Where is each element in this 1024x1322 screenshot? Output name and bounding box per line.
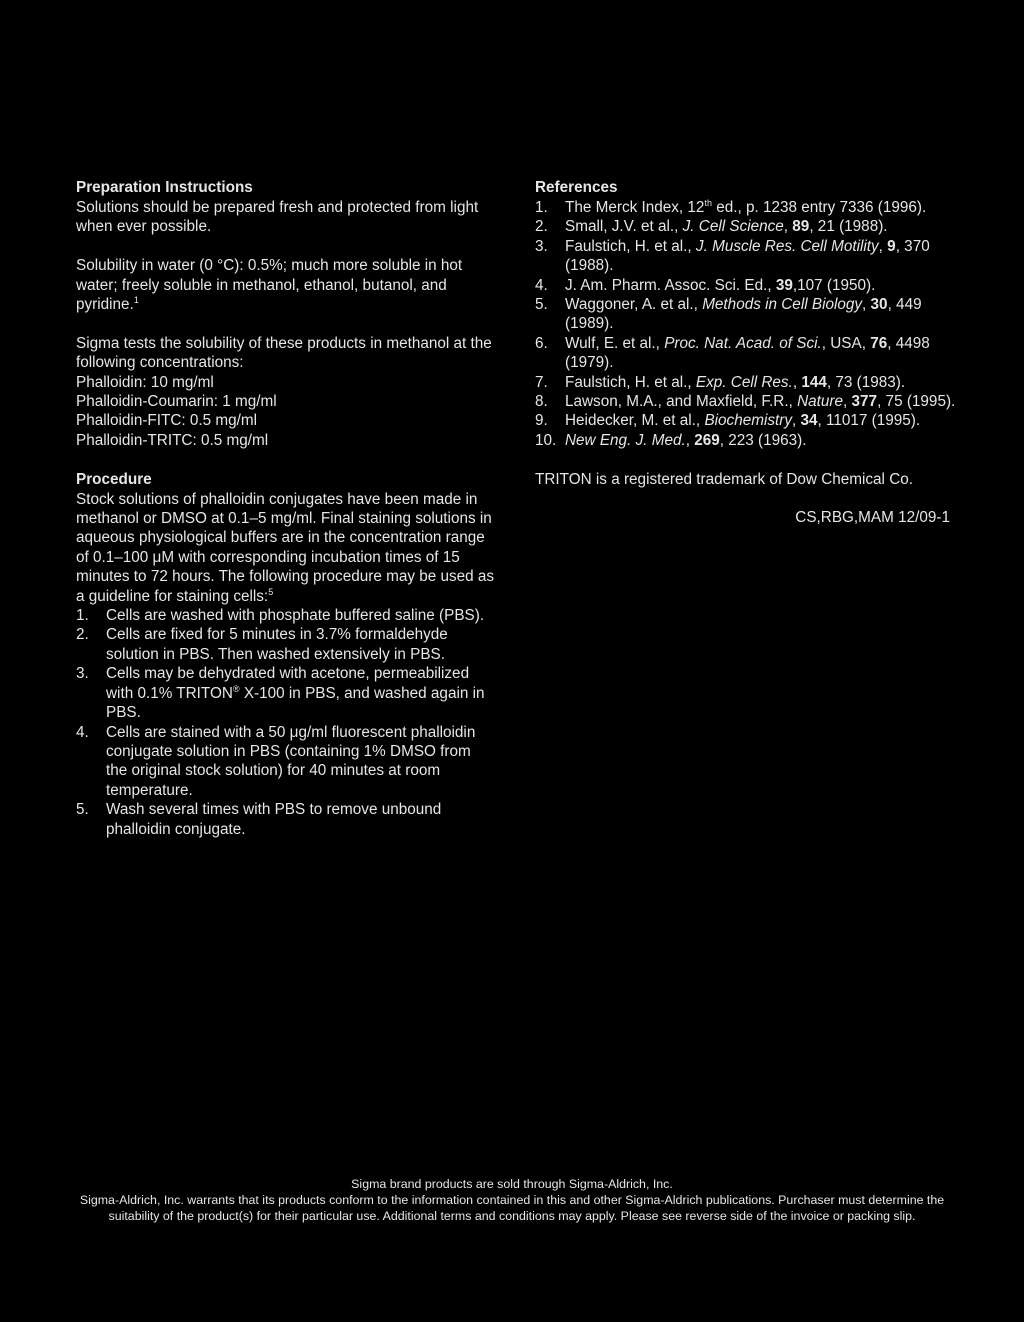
reference-item (535, 276, 965, 295)
ref-number: 1. (535, 199, 548, 216)
ref-pre: The Merck Index, 12 (565, 199, 705, 216)
document-code: CS,RBG,MAM 12/09-1 (795, 509, 950, 527)
step-number: 1. (76, 607, 89, 625)
step-text-a: Wash several times with PBS to remove unbound phalloidin conjugate. (106, 801, 442, 838)
methanol-paragraph: Sigma tests the solubility of these products in methanol at the following concentrations: (76, 334, 492, 372)
reference-item (535, 373, 965, 392)
ref-sup: th (704, 197, 712, 208)
step-text (106, 606, 496, 625)
procedure-step (76, 664, 496, 722)
procedure-step (76, 723, 496, 801)
step-text (106, 723, 496, 801)
ref-journal: New Eng. J. Med. (565, 431, 686, 449)
footer-line-1: Sigma brand products are sold through Sigma-Aldrich, Inc. (351, 1177, 673, 1191)
prep-paragraph-1: Solutions should be prepared fresh and protected from light when ever possible. (76, 199, 479, 236)
registered-mark: ® (232, 683, 240, 694)
reference-item (535, 295, 965, 334)
ref-pre: Faulstich, H. et al., (565, 373, 696, 391)
reference-item (535, 431, 965, 450)
step-text-a: Cells may be dehydrated with acetone, permeabilized with 0.1% TRITON (106, 665, 470, 702)
ref-text: New Eng. J. Med., 269, 223 (1963). (565, 431, 807, 449)
ref-text: Wulf, E. et al., Proc. Nat. Acad. of Sci., USA, 76, 4498 (1979). (565, 334, 930, 372)
ref-number: 10. (535, 431, 557, 449)
ref-text: Faulstich, H. et al., Exp. Cell Res., 144, 73 (1983). (565, 373, 906, 391)
ref-text: Heidecker, M. et al., Biochemistry, 34, 11017 (1995). (565, 412, 921, 430)
ref-rest: , 11017 (1995). (817, 412, 921, 430)
ref-text (565, 276, 965, 295)
ref-pre: Wulf, E. et al., (565, 334, 665, 352)
procedure-step (76, 606, 496, 625)
ref-number: 6. (535, 334, 548, 352)
ref-volume: 30 (870, 296, 888, 314)
ref-journal: Nature (797, 393, 844, 411)
reference-item (535, 237, 965, 276)
procedure-intro (76, 490, 496, 606)
ref-mid: , USA (821, 334, 862, 352)
references-heading: References (535, 179, 618, 196)
ref-number: 3. (535, 237, 548, 255)
ref-volume: 39 (775, 276, 793, 294)
footer-line-2: Sigma-Aldrich, Inc. warrants that its products conform to the information contained in this and other Sigma-Aldrich publications. Purchaser must determine the suitability of the product(s) for their particular use. Additional terms and conditions may apply. Please see reverse side of the invoice or packing slip. (79, 1193, 945, 1223)
ref-volume: 89 (792, 218, 810, 236)
ref-journal: Biochemistry (704, 412, 792, 430)
ref-rest: ,107 (1950). (792, 276, 876, 294)
ref-number: 2. (535, 218, 548, 236)
reference-item (535, 217, 965, 236)
ref-text: Small, J.V. et al., J. Cell Science, 89, 21 (1988). (565, 218, 888, 236)
procedure-heading: Procedure (76, 470, 152, 488)
step-text-a: Cells are washed with phosphate buffered saline (PBS). (106, 607, 485, 625)
ref-volume: 9 (887, 237, 896, 255)
ref-pre: Lawson, M.A., and Maxfield, F.R., (565, 393, 798, 411)
trademark-notice: TRITON is a registered trademark of Dow Chemical Co. (535, 470, 914, 488)
ref-journal: J. Cell Science (682, 218, 784, 236)
ref-rest: , 449 (1989). (565, 296, 922, 333)
ref-rest: , 75 (1995). (877, 393, 956, 411)
legal-footer (60, 1176, 964, 1224)
conc-line: Phalloidin-Coumarin: 1 mg/ml (76, 393, 277, 411)
reference-item (535, 392, 965, 411)
step-text (106, 664, 496, 722)
step-number: 4. (76, 723, 89, 741)
ref-pre: Heidecker, M. et al., (565, 412, 705, 430)
ref-post: ed., p. 1238 entry 7336 (1996). (711, 199, 927, 216)
step-text-a: Cells are fixed for 5 minutes in 3.7% formaldehyde solution in PBS. Then washed extensively in PBS. (106, 626, 448, 663)
step-text (106, 625, 496, 664)
left-column (76, 178, 496, 839)
reference-item (535, 411, 965, 430)
ref-journal: Exp. Cell Res. (695, 373, 793, 391)
ref-number: 8. (535, 393, 548, 411)
ref-pre: Waggoner, A. et al., (565, 296, 703, 314)
ref-volume: 377 (851, 393, 878, 411)
ref-text: Waggoner, A. et al., Methods in Cell Biology, 30, 449 (1989). (565, 296, 922, 333)
ref-journal: J. Muscle Res. Cell Motility (695, 237, 879, 255)
step-number: 5. (76, 801, 89, 819)
step-text (106, 800, 496, 839)
step-text-a: Cells are stained with a 50 μg/ml fluorescent phalloidin conjugate solution in PBS (containing 1% DMSO from the original stock solution) for 40 minutes at room temperature. (106, 723, 476, 799)
ref-rest: , 370 (1988). (565, 237, 930, 275)
references-list (535, 198, 965, 450)
procedure-intro-ref: 5 (268, 586, 274, 597)
ref-text: Faulstich, H. et al., J. Muscle Res. Cell Motility, 9, 370 (1988). (565, 237, 930, 275)
ref-text (565, 198, 965, 217)
conc-line: Phalloidin: 10 mg/ml (76, 373, 214, 391)
step-text-b: X-100 in PBS, and washed again in PBS. (106, 684, 485, 722)
ref-journal: Proc. Nat. Acad. of Sci. (664, 334, 822, 352)
ref-rest: , 73 (1983). (826, 373, 906, 391)
ref-journal: Methods in Cell Biology (702, 296, 863, 314)
ref-pre: J. Am. Pharm. Assoc. Sci. Ed., (565, 276, 776, 294)
ref-rest: , 21 (1988). (809, 218, 888, 236)
step-number: 3. (76, 665, 89, 683)
procedure-step (76, 800, 496, 839)
conc-line: Phalloidin-TRITC: 0.5 mg/ml (76, 431, 269, 449)
reference-item (535, 334, 965, 373)
ref-volume: 144 (801, 373, 827, 391)
solubility-ref: 1 (133, 294, 139, 305)
ref-text: Lawson, M.A., and Maxfield, F.R., Nature, 377, 75 (1995). (565, 393, 956, 411)
ref-volume: 269 (694, 431, 720, 449)
ref-pre: Small, J.V. et al., (565, 218, 683, 236)
ref-number: 9. (535, 412, 548, 430)
ref-volume: 34 (800, 412, 818, 430)
procedure-intro-text: Stock solutions of phalloidin conjugates have been made in methanol or DMSO at 0.1–5 mg/ml. Final staining solutions in aqueous physiological buffers are in the concentration range of 0.1–100 μM with corresponding incubation times of 15 minutes to 72 hours. The following procedure may be used as a guideline for staining cells: (76, 490, 495, 605)
ref-number: 5. (535, 296, 548, 314)
ref-rest: , 223 (1963). (719, 431, 807, 449)
step-number: 2. (76, 626, 89, 644)
prep-heading: Preparation Instructions (76, 179, 253, 196)
reference-item (535, 198, 965, 217)
solubility-text: Solubility in water (0 °C): 0.5%; much more soluble in hot water; freely soluble in methanol, ethanol, butanol, and pyridine. (76, 257, 463, 314)
right-column (535, 178, 965, 528)
procedure-step (76, 625, 496, 664)
procedure-steps (76, 606, 496, 839)
ref-number: 7. (535, 373, 548, 391)
conc-line: Phalloidin-FITC: 0.5 mg/ml (76, 412, 258, 430)
ref-pre: Faulstich, H. et al., (565, 237, 696, 255)
ref-number: 4. (535, 276, 548, 294)
solubility-paragraph (76, 256, 496, 314)
ref-volume: 76 (870, 334, 888, 352)
ref-rest: , 4498 (1979). (565, 334, 930, 372)
